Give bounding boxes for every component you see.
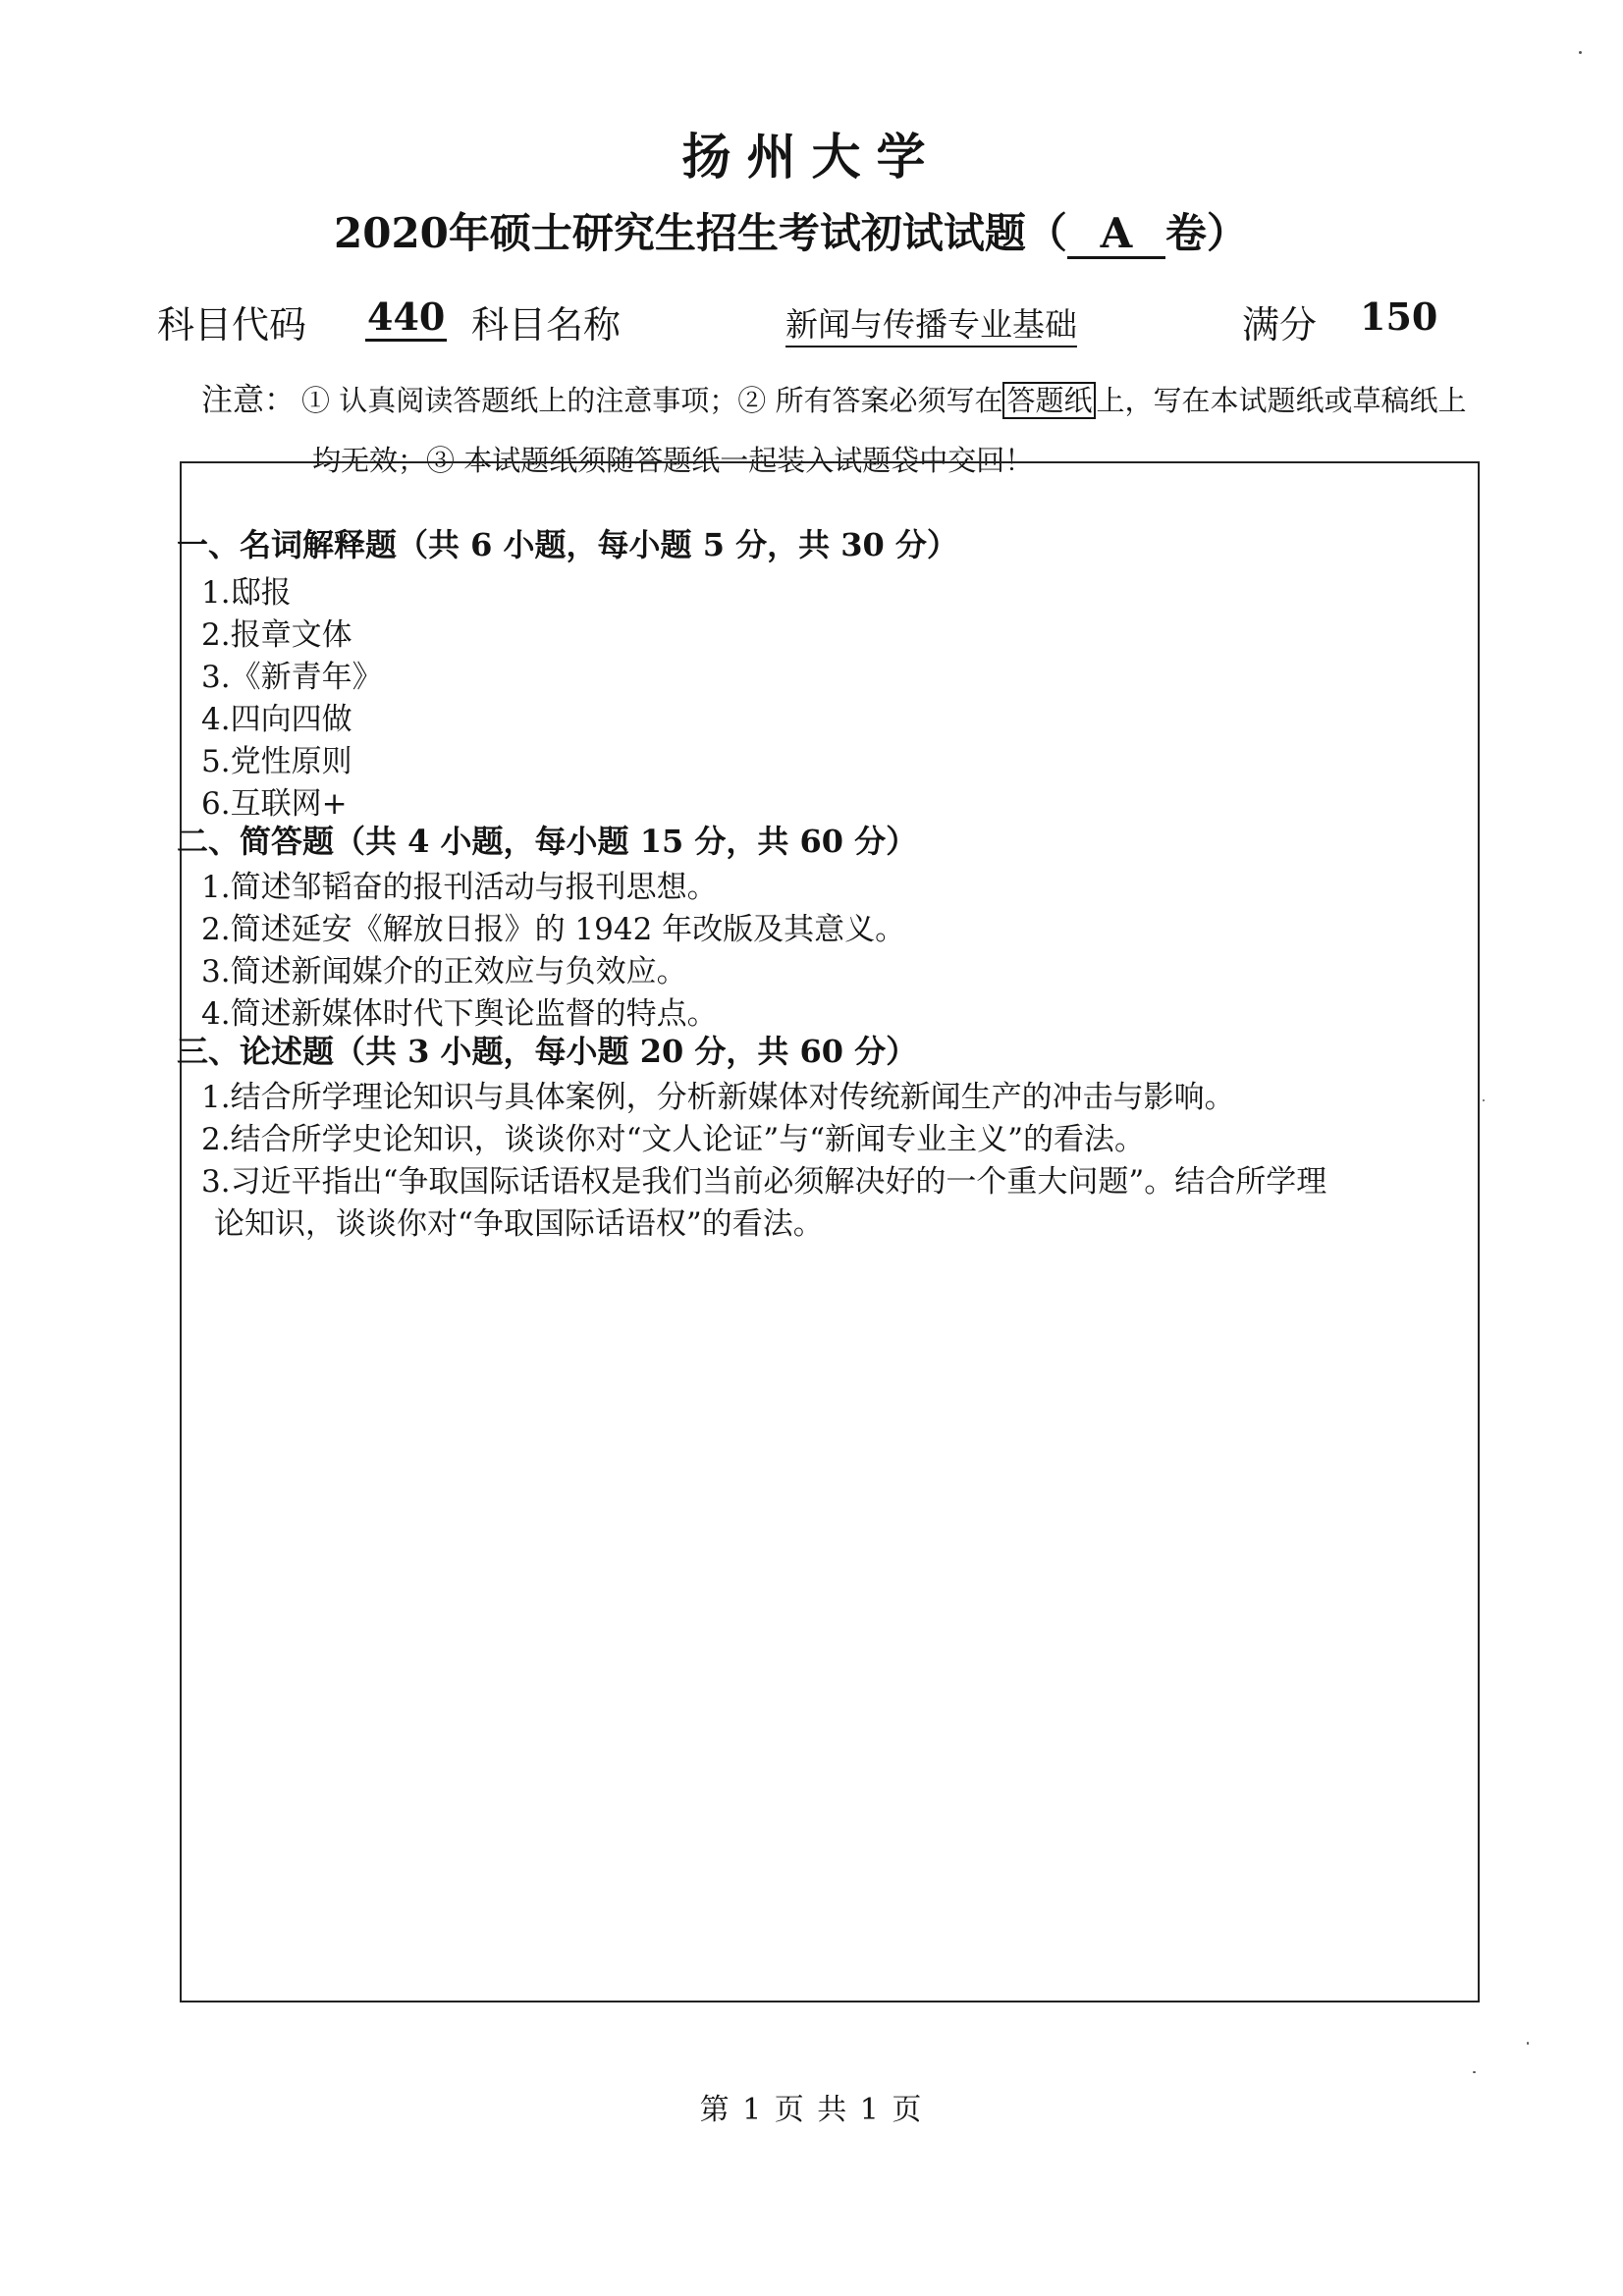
question-item: 4.四向四做 <box>201 702 352 737</box>
scan-speck <box>1483 1099 1485 1101</box>
subject-code: 440 <box>365 294 447 342</box>
notice-part-1: ① 认真阅读答题纸上的注意事项；② 所有答案必须写在 <box>301 384 1003 417</box>
full-score: 150 <box>1360 294 1438 339</box>
subject-name: 新闻与传播专业基础 <box>785 299 1077 347</box>
page-number: 第 1 页 共 1 页 <box>699 2093 924 2127</box>
section-heading: 三、论述题（共 3 小题，每小题 20 分，共 60 分） <box>177 1033 918 1070</box>
notice-line-1 <box>201 375 1467 420</box>
question-item: 2.结合所学史论知识，谈谈你对“文人论证”与“新闻专业主义”的看法。 <box>201 1122 1145 1157</box>
question-item: 2.简述延安《解放日报》的 1942 年改版及其意义。 <box>201 912 906 947</box>
scan-speck <box>1579 51 1582 54</box>
question-item: 3.简述新闻媒介的正效应与负效应。 <box>201 954 687 989</box>
notice-line-2: 均无效；③ 本试题纸须随答题纸一起装入试题袋中交回！ <box>312 444 1034 477</box>
question-item: 3.《新青年》 <box>201 660 383 695</box>
university-name: 扬州大学 <box>681 128 942 186</box>
exam-title <box>334 201 1248 260</box>
scan-speck <box>1527 2042 1529 2045</box>
section-heading: 一、名词解释题（共 6 小题，每小题 5 分，共 30 分） <box>177 526 958 563</box>
question-item: 1.邸报 <box>201 575 292 611</box>
scan-speck <box>1473 2071 1476 2073</box>
paper-type: A <box>1067 211 1165 259</box>
exam-title-suffix: 卷） <box>1164 209 1248 257</box>
notice-part-2: 上，写在本试题纸或草稿纸上 <box>1096 384 1467 417</box>
question-item: 4.简述新媒体时代下舆论监督的特点。 <box>201 996 718 1032</box>
subject-name-label: 科目名称 <box>471 303 622 347</box>
question-item: 5.党性原则 <box>201 744 352 779</box>
question-item: 1.结合所学理论知识与具体案例，分析新媒体对传统新闻生产的冲击与影响。 <box>201 1080 1235 1115</box>
question-item: 2.报章文体 <box>201 617 352 653</box>
subject-code-label: 科目代码 <box>157 303 307 347</box>
question-item: 6.互联网+ <box>201 786 348 822</box>
section-heading: 二、简答题（共 4 小题，每小题 15 分，共 60 分） <box>177 823 918 860</box>
question-item-continuation: 论知识，谈谈你对“争取国际话语权”的看法。 <box>214 1206 824 1242</box>
question-item: 1.简述邹韬奋的报刊活动与报刊思想。 <box>201 870 718 905</box>
notice-boxed-term: 答题纸 <box>1002 382 1096 419</box>
exam-title-prefix: 2020年硕士研究生招生考试初试试题（ <box>334 209 1067 257</box>
full-score-label: 满分 <box>1242 303 1318 347</box>
question-item: 3.习近平指出“争取国际话语权是我们当前必须解决好的一个重大问题”。结合所学理 <box>201 1164 1327 1200</box>
notice-lead: 注意： <box>201 381 297 418</box>
